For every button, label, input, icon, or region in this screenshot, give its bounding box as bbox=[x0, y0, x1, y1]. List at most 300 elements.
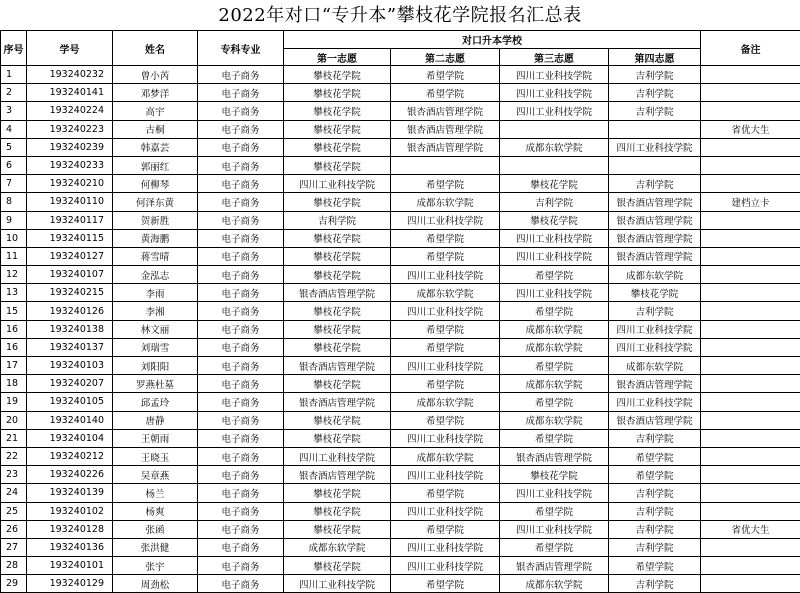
table-row bbox=[1, 102, 800, 120]
cell-note bbox=[701, 84, 800, 102]
cell-student-id: 193240107 bbox=[27, 266, 113, 284]
cell-major: 电子商务 bbox=[198, 302, 284, 320]
cell-student-id: 193240101 bbox=[27, 557, 113, 575]
cell-student-id: 193240129 bbox=[27, 575, 113, 593]
cell-choice-3: 四川工业科技学院 bbox=[500, 520, 609, 538]
cell-note bbox=[701, 338, 800, 356]
cell-choice-1: 四川工业科技学院 bbox=[284, 447, 391, 465]
cell-choice-1: 攀枝花学院 bbox=[284, 156, 391, 174]
cell-choice-1: 四川工业科技学院 bbox=[284, 175, 391, 193]
header-major: 专科专业 bbox=[198, 31, 284, 66]
cell-student-id: 193240103 bbox=[27, 357, 113, 375]
table-row bbox=[1, 211, 800, 229]
cell-note: 建档立卡 bbox=[701, 193, 800, 211]
cell-choice-1: 攀枝花学院 bbox=[284, 66, 391, 84]
cell-note bbox=[701, 102, 800, 120]
cell-no: 9 bbox=[1, 211, 27, 229]
cell-choice-1: 四川工业科技学院 bbox=[284, 575, 391, 593]
table-row bbox=[1, 302, 800, 320]
cell-choice-1: 攀枝花学院 bbox=[284, 138, 391, 156]
cell-name: 高宇 bbox=[113, 102, 198, 120]
cell-major: 电子商务 bbox=[198, 538, 284, 556]
cell-choice-1: 银杏酒店管理学院 bbox=[284, 393, 391, 411]
cell-choice-2: 成都东软学院 bbox=[391, 193, 500, 211]
cell-no: 12 bbox=[1, 266, 27, 284]
cell-choice-4: 成都东软学院 bbox=[609, 266, 701, 284]
cell-major: 电子商务 bbox=[198, 175, 284, 193]
cell-note: 省优大生 bbox=[701, 520, 800, 538]
cell-major: 电子商务 bbox=[198, 502, 284, 520]
cell-choice-4: 四川工业科技学院 bbox=[609, 138, 701, 156]
cell-no: 3 bbox=[1, 102, 27, 120]
cell-choice-3: 四川工业科技学院 bbox=[500, 102, 609, 120]
cell-choice-2: 希望学院 bbox=[391, 66, 500, 84]
cell-choice-4 bbox=[609, 156, 701, 174]
cell-choice-1: 攀枝花学院 bbox=[284, 229, 391, 247]
header-name: 姓名 bbox=[113, 31, 198, 66]
table-body bbox=[1, 66, 800, 593]
cell-major: 电子商务 bbox=[198, 284, 284, 302]
cell-choice-2: 希望学院 bbox=[391, 229, 500, 247]
cell-choice-4: 成都东软学院 bbox=[609, 357, 701, 375]
cell-major: 电子商务 bbox=[198, 429, 284, 447]
cell-no: 15 bbox=[1, 302, 27, 320]
cell-choice-2: 希望学院 bbox=[391, 411, 500, 429]
cell-choice-2 bbox=[391, 156, 500, 174]
cell-choice-1: 攀枝花学院 bbox=[284, 302, 391, 320]
cell-choice-4: 希望学院 bbox=[609, 447, 701, 465]
registration-table bbox=[0, 30, 800, 593]
cell-note bbox=[701, 538, 800, 556]
cell-name: 古桐 bbox=[113, 120, 198, 138]
cell-major: 电子商务 bbox=[198, 411, 284, 429]
cell-choice-4: 四川工业科技学院 bbox=[609, 320, 701, 338]
cell-choice-4: 吉利学院 bbox=[609, 429, 701, 447]
cell-choice-1: 攀枝花学院 bbox=[284, 375, 391, 393]
cell-choice-4: 希望学院 bbox=[609, 466, 701, 484]
cell-student-id: 193240137 bbox=[27, 338, 113, 356]
cell-choice-3: 银杏酒店管理学院 bbox=[500, 557, 609, 575]
cell-choice-4: 吉利学院 bbox=[609, 84, 701, 102]
cell-name: 邱孟玲 bbox=[113, 393, 198, 411]
table-row bbox=[1, 229, 800, 247]
cell-choice-2: 希望学院 bbox=[391, 338, 500, 356]
cell-no: 2 bbox=[1, 84, 27, 102]
cell-name: 刘阳阳 bbox=[113, 357, 198, 375]
cell-choice-3: 希望学院 bbox=[500, 538, 609, 556]
cell-choice-2: 四川工业科技学院 bbox=[391, 502, 500, 520]
cell-choice-1: 攀枝花学院 bbox=[284, 320, 391, 338]
table-row bbox=[1, 284, 800, 302]
cell-name: 张洪健 bbox=[113, 538, 198, 556]
cell-choice-4: 银杏酒店管理学院 bbox=[609, 193, 701, 211]
cell-choice-4: 吉利学院 bbox=[609, 66, 701, 84]
cell-major: 电子商务 bbox=[198, 320, 284, 338]
cell-choice-4: 攀枝花学院 bbox=[609, 284, 701, 302]
cell-choice-1: 攀枝花学院 bbox=[284, 557, 391, 575]
cell-no: 13 bbox=[1, 284, 27, 302]
header-choice-4: 第四志愿 bbox=[609, 49, 701, 66]
cell-choice-2: 成都东软学院 bbox=[391, 447, 500, 465]
cell-name: 何柳琴 bbox=[113, 175, 198, 193]
cell-no: 4 bbox=[1, 120, 27, 138]
table-row bbox=[1, 502, 800, 520]
cell-no: 11 bbox=[1, 247, 27, 265]
cell-note bbox=[701, 447, 800, 465]
cell-note bbox=[701, 229, 800, 247]
cell-major: 电子商务 bbox=[198, 375, 284, 393]
cell-student-id: 193240127 bbox=[27, 247, 113, 265]
cell-no: 5 bbox=[1, 138, 27, 156]
table-row bbox=[1, 375, 800, 393]
cell-choice-1: 攀枝花学院 bbox=[284, 520, 391, 538]
table-row bbox=[1, 466, 800, 484]
cell-choice-3: 攀枝花学院 bbox=[500, 211, 609, 229]
cell-major: 电子商务 bbox=[198, 357, 284, 375]
cell-choice-3: 成都东软学院 bbox=[500, 575, 609, 593]
cell-name: 杨兰 bbox=[113, 484, 198, 502]
cell-name: 李雨 bbox=[113, 284, 198, 302]
cell-choice-2: 希望学院 bbox=[391, 247, 500, 265]
cell-choice-4: 吉利学院 bbox=[609, 175, 701, 193]
cell-student-id: 193240223 bbox=[27, 120, 113, 138]
cell-choice-2: 四川工业科技学院 bbox=[391, 538, 500, 556]
cell-choice-3: 四川工业科技学院 bbox=[500, 284, 609, 302]
cell-note bbox=[701, 575, 800, 593]
cell-choice-3: 成都东软学院 bbox=[500, 320, 609, 338]
header-target-schools: 对口升本学校 bbox=[284, 31, 701, 49]
cell-note bbox=[701, 429, 800, 447]
cell-choice-3: 吉利学院 bbox=[500, 193, 609, 211]
cell-choice-1: 吉利学院 bbox=[284, 211, 391, 229]
cell-choice-3: 四川工业科技学院 bbox=[500, 229, 609, 247]
cell-no: 16 bbox=[1, 320, 27, 338]
cell-student-id: 193240115 bbox=[27, 229, 113, 247]
cell-choice-2: 希望学院 bbox=[391, 375, 500, 393]
cell-choice-4: 吉利学院 bbox=[609, 520, 701, 538]
cell-choice-3: 成都东软学院 bbox=[500, 338, 609, 356]
cell-choice-4: 吉利学院 bbox=[609, 484, 701, 502]
cell-no: 26 bbox=[1, 520, 27, 538]
cell-choice-3 bbox=[500, 120, 609, 138]
cell-student-id: 193240210 bbox=[27, 175, 113, 193]
cell-major: 电子商务 bbox=[198, 338, 284, 356]
cell-major: 电子商务 bbox=[198, 557, 284, 575]
cell-name: 金泓志 bbox=[113, 266, 198, 284]
cell-choice-4: 银杏酒店管理学院 bbox=[609, 211, 701, 229]
cell-choice-3: 四川工业科技学院 bbox=[500, 84, 609, 102]
cell-choice-4 bbox=[609, 120, 701, 138]
cell-no: 29 bbox=[1, 575, 27, 593]
cell-name: 王朝雨 bbox=[113, 429, 198, 447]
cell-student-id: 193240105 bbox=[27, 393, 113, 411]
cell-student-id: 193240224 bbox=[27, 102, 113, 120]
cell-no: 8 bbox=[1, 193, 27, 211]
cell-no: 10 bbox=[1, 229, 27, 247]
table-row bbox=[1, 447, 800, 465]
header-student-id: 学号 bbox=[27, 31, 113, 66]
cell-choice-4: 四川工业科技学院 bbox=[609, 393, 701, 411]
cell-name: 罗燕杜墓 bbox=[113, 375, 198, 393]
cell-note bbox=[701, 375, 800, 393]
header-note: 备注 bbox=[701, 31, 800, 66]
cell-name: 贺新胜 bbox=[113, 211, 198, 229]
cell-no: 19 bbox=[1, 393, 27, 411]
cell-choice-2: 希望学院 bbox=[391, 84, 500, 102]
table-row bbox=[1, 84, 800, 102]
cell-choice-1: 攀枝花学院 bbox=[284, 502, 391, 520]
cell-choice-3: 成都东软学院 bbox=[500, 138, 609, 156]
cell-choice-1: 攀枝花学院 bbox=[284, 429, 391, 447]
cell-choice-3: 希望学院 bbox=[500, 357, 609, 375]
cell-major: 电子商务 bbox=[198, 138, 284, 156]
cell-name: 杨爽 bbox=[113, 502, 198, 520]
cell-note bbox=[701, 175, 800, 193]
cell-no: 6 bbox=[1, 156, 27, 174]
cell-choice-2: 四川工业科技学院 bbox=[391, 429, 500, 447]
cell-name: 张宇 bbox=[113, 557, 198, 575]
cell-name: 王晓玉 bbox=[113, 447, 198, 465]
cell-choice-4: 吉利学院 bbox=[609, 102, 701, 120]
cell-name: 李湘 bbox=[113, 302, 198, 320]
cell-major: 电子商务 bbox=[198, 211, 284, 229]
cell-choice-1: 攀枝花学院 bbox=[284, 84, 391, 102]
cell-student-id: 193240139 bbox=[27, 484, 113, 502]
cell-choice-1: 银杏酒店管理学院 bbox=[284, 357, 391, 375]
cell-choice-3: 攀枝花学院 bbox=[500, 466, 609, 484]
cell-no: 22 bbox=[1, 447, 27, 465]
cell-no: 21 bbox=[1, 429, 27, 447]
table-row bbox=[1, 138, 800, 156]
cell-student-id: 193240141 bbox=[27, 84, 113, 102]
table-row bbox=[1, 266, 800, 284]
cell-choice-1: 攀枝花学院 bbox=[284, 338, 391, 356]
header-choice-1: 第一志愿 bbox=[284, 49, 391, 66]
table-row bbox=[1, 520, 800, 538]
cell-choice-1: 成都东软学院 bbox=[284, 538, 391, 556]
cell-note bbox=[701, 484, 800, 502]
table-row bbox=[1, 484, 800, 502]
cell-student-id: 193240102 bbox=[27, 502, 113, 520]
table-row bbox=[1, 175, 800, 193]
cell-note bbox=[701, 266, 800, 284]
cell-choice-1: 攀枝花学院 bbox=[284, 102, 391, 120]
cell-name: 刘瑞雪 bbox=[113, 338, 198, 356]
page-title: 2022年对口“专升本”攀枝花学院报名汇总表 bbox=[0, 0, 800, 30]
cell-note bbox=[701, 302, 800, 320]
cell-choice-2: 希望学院 bbox=[391, 575, 500, 593]
cell-major: 电子商务 bbox=[198, 66, 284, 84]
table-row bbox=[1, 357, 800, 375]
cell-no: 24 bbox=[1, 484, 27, 502]
cell-student-id: 193240232 bbox=[27, 66, 113, 84]
cell-major: 电子商务 bbox=[198, 120, 284, 138]
cell-major: 电子商务 bbox=[198, 520, 284, 538]
cell-student-id: 193240117 bbox=[27, 211, 113, 229]
table-row bbox=[1, 393, 800, 411]
cell-student-id: 193240207 bbox=[27, 375, 113, 393]
cell-student-id: 193240215 bbox=[27, 284, 113, 302]
cell-choice-3: 希望学院 bbox=[500, 302, 609, 320]
cell-name: 唐静 bbox=[113, 411, 198, 429]
cell-name: 何泽东黄 bbox=[113, 193, 198, 211]
cell-student-id: 193240126 bbox=[27, 302, 113, 320]
cell-choice-4: 银杏酒店管理学院 bbox=[609, 229, 701, 247]
cell-choice-1: 攀枝花学院 bbox=[284, 484, 391, 502]
cell-choice-3: 希望学院 bbox=[500, 393, 609, 411]
cell-choice-4: 吉利学院 bbox=[609, 302, 701, 320]
cell-choice-3: 四川工业科技学院 bbox=[500, 484, 609, 502]
table-row bbox=[1, 411, 800, 429]
cell-student-id: 193240136 bbox=[27, 538, 113, 556]
cell-choice-3: 希望学院 bbox=[500, 266, 609, 284]
cell-choice-2: 四川工业科技学院 bbox=[391, 302, 500, 320]
cell-major: 电子商务 bbox=[198, 229, 284, 247]
cell-major: 电子商务 bbox=[198, 575, 284, 593]
cell-no: 1 bbox=[1, 66, 27, 84]
cell-choice-2: 四川工业科技学院 bbox=[391, 357, 500, 375]
cell-student-id: 193240239 bbox=[27, 138, 113, 156]
cell-note bbox=[701, 66, 800, 84]
cell-choice-2: 成都东软学院 bbox=[391, 284, 500, 302]
cell-choice-4: 四川工业科技学院 bbox=[609, 338, 701, 356]
cell-no: 17 bbox=[1, 357, 27, 375]
cell-major: 电子商务 bbox=[198, 193, 284, 211]
cell-name: 吴章燕 bbox=[113, 466, 198, 484]
cell-no: 16 bbox=[1, 338, 27, 356]
cell-note bbox=[701, 320, 800, 338]
cell-student-id: 193240128 bbox=[27, 520, 113, 538]
cell-major: 电子商务 bbox=[198, 102, 284, 120]
cell-major: 电子商务 bbox=[198, 247, 284, 265]
cell-choice-2: 希望学院 bbox=[391, 175, 500, 193]
cell-note bbox=[701, 138, 800, 156]
cell-name: 郭丽红 bbox=[113, 156, 198, 174]
cell-name: 黄海鹏 bbox=[113, 229, 198, 247]
cell-no: 20 bbox=[1, 411, 27, 429]
cell-note bbox=[701, 557, 800, 575]
cell-choice-1: 攀枝花学院 bbox=[284, 247, 391, 265]
header-choice-3: 第三志愿 bbox=[500, 49, 609, 66]
cell-choice-3: 成都东软学院 bbox=[500, 375, 609, 393]
cell-choice-3: 银杏酒店管理学院 bbox=[500, 447, 609, 465]
cell-major: 电子商务 bbox=[198, 84, 284, 102]
cell-choice-3: 希望学院 bbox=[500, 502, 609, 520]
table-row bbox=[1, 120, 800, 138]
cell-major: 电子商务 bbox=[198, 466, 284, 484]
table-row bbox=[1, 66, 800, 84]
cell-name: 韩嘉芸 bbox=[113, 138, 198, 156]
cell-no: 28 bbox=[1, 557, 27, 575]
cell-choice-4: 银杏酒店管理学院 bbox=[609, 411, 701, 429]
cell-note bbox=[701, 393, 800, 411]
cell-choice-2: 银杏酒店管理学院 bbox=[391, 138, 500, 156]
table-row bbox=[1, 429, 800, 447]
cell-choice-4: 希望学院 bbox=[609, 557, 701, 575]
cell-choice-1: 攀枝花学院 bbox=[284, 411, 391, 429]
cell-choice-2: 希望学院 bbox=[391, 520, 500, 538]
cell-choice-2: 银杏酒店管理学院 bbox=[391, 120, 500, 138]
cell-note bbox=[701, 411, 800, 429]
cell-no: 25 bbox=[1, 502, 27, 520]
cell-student-id: 193240110 bbox=[27, 193, 113, 211]
cell-note bbox=[701, 211, 800, 229]
cell-no: 23 bbox=[1, 466, 27, 484]
table-row bbox=[1, 557, 800, 575]
cell-choice-3 bbox=[500, 156, 609, 174]
cell-choice-4: 银杏酒店管理学院 bbox=[609, 247, 701, 265]
cell-choice-1: 攀枝花学院 bbox=[284, 120, 391, 138]
cell-choice-4: 吉利学院 bbox=[609, 502, 701, 520]
cell-major: 电子商务 bbox=[198, 447, 284, 465]
cell-choice-2: 四川工业科技学院 bbox=[391, 557, 500, 575]
cell-choice-2: 成都东软学院 bbox=[391, 393, 500, 411]
cell-choice-2: 希望学院 bbox=[391, 320, 500, 338]
table-row bbox=[1, 156, 800, 174]
cell-choice-4: 吉利学院 bbox=[609, 538, 701, 556]
cell-student-id: 193240212 bbox=[27, 447, 113, 465]
cell-choice-2: 银杏酒店管理学院 bbox=[391, 102, 500, 120]
cell-choice-3: 四川工业科技学院 bbox=[500, 247, 609, 265]
cell-major: 电子商务 bbox=[198, 484, 284, 502]
cell-choice-3: 希望学院 bbox=[500, 429, 609, 447]
cell-choice-3: 攀枝花学院 bbox=[500, 175, 609, 193]
header-no: 序号 bbox=[1, 31, 27, 66]
cell-choice-2: 四川工业科技学院 bbox=[391, 211, 500, 229]
cell-note bbox=[701, 156, 800, 174]
cell-choice-1: 攀枝花学院 bbox=[284, 266, 391, 284]
cell-choice-4: 吉利学院 bbox=[609, 575, 701, 593]
cell-note bbox=[701, 247, 800, 265]
cell-choice-2: 希望学院 bbox=[391, 484, 500, 502]
cell-choice-1: 攀枝花学院 bbox=[284, 193, 391, 211]
cell-student-id: 193240104 bbox=[27, 429, 113, 447]
header-choice-2: 第二志愿 bbox=[391, 49, 500, 66]
cell-note bbox=[701, 466, 800, 484]
table-row bbox=[1, 538, 800, 556]
table-row bbox=[1, 338, 800, 356]
cell-student-id: 193240140 bbox=[27, 411, 113, 429]
cell-major: 电子商务 bbox=[198, 393, 284, 411]
table-row bbox=[1, 247, 800, 265]
cell-note bbox=[701, 502, 800, 520]
cell-choice-3: 成都东软学院 bbox=[500, 411, 609, 429]
cell-choice-1: 银杏酒店管理学院 bbox=[284, 284, 391, 302]
cell-name: 蒋雪晴 bbox=[113, 247, 198, 265]
cell-no: 18 bbox=[1, 375, 27, 393]
cell-major: 电子商务 bbox=[198, 266, 284, 284]
cell-major: 电子商务 bbox=[198, 156, 284, 174]
cell-no: 27 bbox=[1, 538, 27, 556]
cell-name: 邓梦洋 bbox=[113, 84, 198, 102]
cell-choice-3: 四川工业科技学院 bbox=[500, 66, 609, 84]
cell-no: 7 bbox=[1, 175, 27, 193]
cell-name: 张函 bbox=[113, 520, 198, 538]
table-row bbox=[1, 320, 800, 338]
cell-name: 周劲松 bbox=[113, 575, 198, 593]
cell-choice-2: 四川工业科技学院 bbox=[391, 466, 500, 484]
table-row bbox=[1, 575, 800, 593]
cell-name: 曾小芮 bbox=[113, 66, 198, 84]
cell-student-id: 193240138 bbox=[27, 320, 113, 338]
table-row bbox=[1, 193, 800, 211]
cell-name: 林文丽 bbox=[113, 320, 198, 338]
cell-note bbox=[701, 357, 800, 375]
cell-note: 省优大生 bbox=[701, 120, 800, 138]
cell-student-id: 193240233 bbox=[27, 156, 113, 174]
cell-choice-1: 银杏酒店管理学院 bbox=[284, 466, 391, 484]
cell-note bbox=[701, 284, 800, 302]
